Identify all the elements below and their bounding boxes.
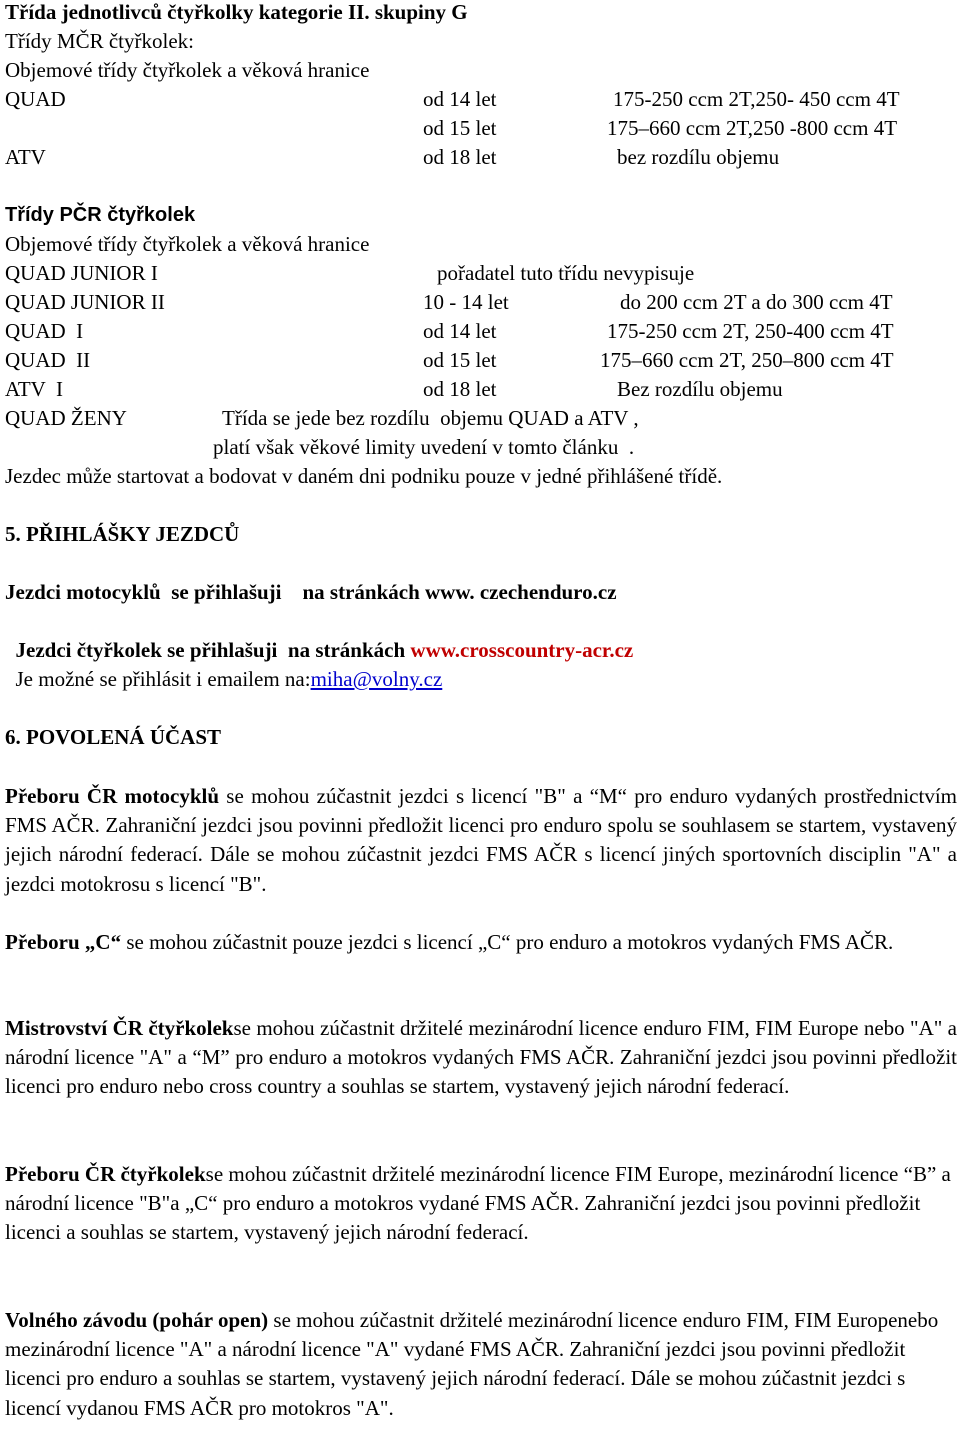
pcr-zeny-note: Třída se jede bez rozdílu objemu QUAD a ATV , xyxy=(222,406,639,430)
mcr-class-name: QUAD xyxy=(5,87,66,111)
paragraph-lead: Volného závodu (pohár open) xyxy=(5,1308,269,1332)
paragraph-lead: Přeboru ČR motocyklů xyxy=(5,784,220,808)
pcr-class-note: pořadatel tuto třídu nevypisuje xyxy=(437,261,695,285)
pcr-class-name: QUAD JUNIOR II xyxy=(5,290,165,314)
email-registration-text: Je možné se přihlásit i emailem na: xyxy=(15,667,311,691)
paragraph-text: se mohou zúčastnit pouze jezdci s licencí „C“ pro enduro a motokros vydaných FMS AČR. xyxy=(121,930,894,954)
email-link[interactable]: miha@volny.cz xyxy=(310,667,443,691)
pcr-class-name: QUAD ŽENY xyxy=(5,406,127,430)
mcr-class-volume: 175-250 ccm 2T,250- 450 ccm 4T xyxy=(613,87,900,111)
pcr-class-volume: 175–660 ccm 2T, 250–800 ccm 4T xyxy=(600,348,894,372)
paragraph-text: se mohou zúčastnit jezdci s licencí "B" a “M“ pro enduro vydaných prostřednictvím FMS AČR. Zahraniční jezdci jsou povinni předložit licenci pro enduro spolu se souhlasem se startem, vystavený jejich národní federací. Dále se mohou zúčastnit jezdci FMS AČR s licencí jiných sportovních disciplin "A" a jezdci motokrosu s licencí "B". xyxy=(5,784,957,896)
paragraph-text: se mohou zúčastnit držitelé mezinárodní licence enduro FIM, FIM Europe nebo "A" a národní licence "A" a “M” pro enduro a motokros vydaných FMS AČR. Zahraniční jezdci jsou povinni předložit licenci pro enduro nebo cross country a souhlas se startem, vystavený jejich národní federací. xyxy=(5,1016,957,1099)
email-registration-line xyxy=(5,636,443,691)
paragraph-mistrovstvi-ctyrkolek xyxy=(5,1014,957,1102)
section5-heading: 5. PŘIHLÁŠKY JEZDCŮ xyxy=(5,522,240,546)
moto-registration-line: Jezdci motocyklů se přihlašuji na stránkách www. czechenduro.cz xyxy=(5,580,617,604)
paragraph-lead: Přeboru „C“ xyxy=(5,930,122,954)
mcr-class-volume: bez rozdílu objemu xyxy=(617,145,780,169)
mcr-subheading: Objemové třídy čtyřkolek a věková hranice xyxy=(5,58,370,82)
pcr-class-age: od 15 let xyxy=(423,348,497,372)
mcr-heading: Třídy MČR čtyřkolek: xyxy=(5,29,194,53)
paragraph-preboru-ctyrkolek xyxy=(5,1160,957,1248)
pcr-class-name: QUAD JUNIOR I xyxy=(5,261,158,285)
rider-note: Jezdec může startovat a bodovat v daném dni podniku pouze v jedné přihlášené třídě. xyxy=(5,464,723,488)
quad-registration-text: Jezdci čtyřkolek se přihlašuji na stránkách xyxy=(15,638,411,662)
document-title: Třída jednotlivců čtyřkolky kategorie II. skupiny G xyxy=(5,0,468,24)
pcr-class-name: QUAD II xyxy=(5,348,91,372)
pcr-class-age: 10 - 14 let xyxy=(423,290,509,314)
paragraph-text: se mohou zúčastnit držitelé mezinárodní licence FIM Europe, mezinárodní licence “B” a národní licence "B"a „C“ pro enduro a motokros vydané FMS AČR. Zahraniční jezdci jsou povinni předložit licenci a souhlas se startem, vystavený jejich národní federací. xyxy=(5,1162,951,1245)
paragraph-preboru-motocyklu xyxy=(5,782,957,899)
crosscountry-link[interactable]: www.crosscountry-acr.cz xyxy=(410,638,634,662)
paragraph-text: se mohou zúčastnit držitelé mezinárodní licence enduro FIM, FIM Europenebo mezinárodní licence "A" a národní licence "A" vydané FMS AČR. Zahraniční jezdci jsou povinni předložit licenci pro enduro a souhlas se startem, vystavený jejich národní federací. Dále se mohou zúčastnit jezdci s licencí vydanou FMS AČR pro motokros "A". xyxy=(5,1308,939,1420)
pcr-class-name: ATV I xyxy=(5,377,63,401)
section6-heading: 6. POVOLENÁ ÚČAST xyxy=(5,725,222,749)
mcr-class-age: od 14 let xyxy=(423,87,497,111)
pcr-subheading: Objemové třídy čtyřkolek a věková hranice xyxy=(5,232,370,256)
mcr-class-age: od 18 let xyxy=(423,145,497,169)
pcr-class-volume: do 200 ccm 2T a do 300 ccm 4T xyxy=(620,290,893,314)
pcr-heading: Třídy PČR čtyřkolek xyxy=(5,204,196,226)
pcr-class-age: od 18 let xyxy=(423,377,497,401)
pcr-class-name: QUAD I xyxy=(5,319,84,343)
pcr-zeny-note: platí však věkové limity uvedení v tomto článku . xyxy=(213,435,635,459)
paragraph-lead: Přeboru ČR čtyřkolek xyxy=(5,1162,206,1186)
pcr-class-age: od 14 let xyxy=(423,319,497,343)
mcr-class-name: ATV xyxy=(5,145,46,169)
pcr-class-volume: Bez rozdílu objemu xyxy=(617,377,783,401)
pcr-class-volume: 175-250 ccm 2T, 250-400 ccm 4T xyxy=(607,319,894,343)
mcr-class-volume: 175–660 ccm 2T,250 -800 ccm 4T xyxy=(607,116,898,140)
mcr-class-age: od 15 let xyxy=(423,116,497,140)
paragraph-volny-zavod xyxy=(5,1306,957,1423)
paragraph-lead: Mistrovství ČR čtyřkolek xyxy=(5,1016,234,1040)
paragraph-preboru-c xyxy=(5,928,957,957)
quad-registration-line xyxy=(5,607,634,662)
